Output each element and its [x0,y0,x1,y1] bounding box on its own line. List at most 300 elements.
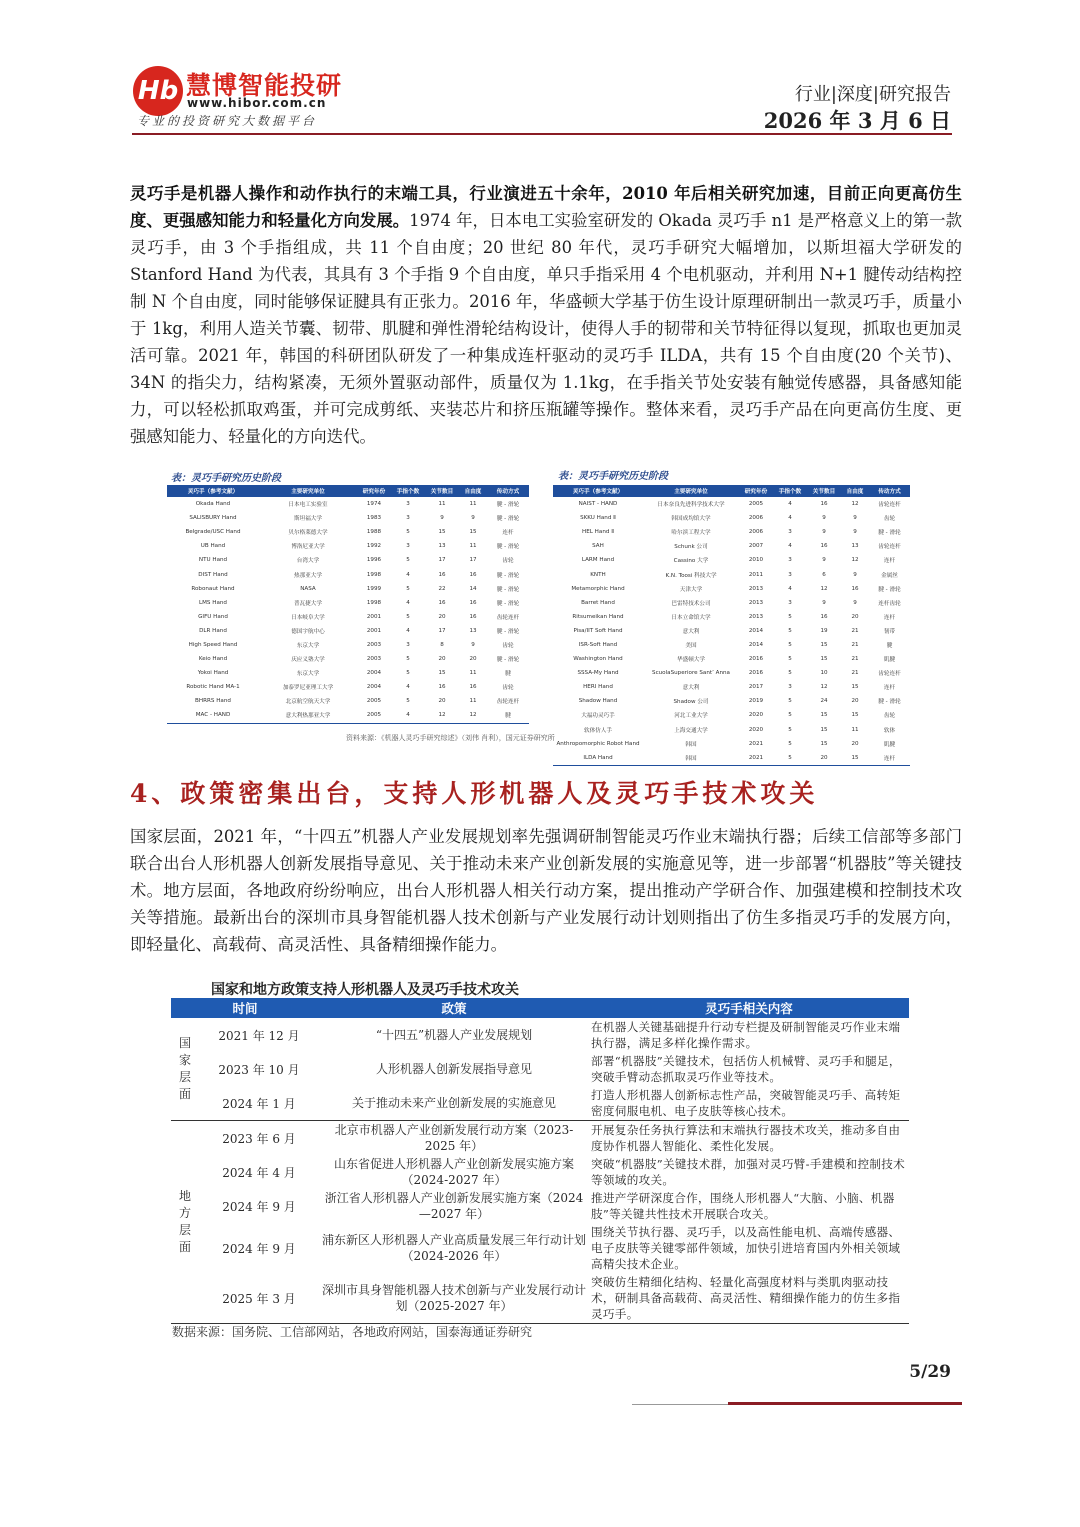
table-cell: 日本岐阜大学 [291,614,325,621]
table-cell: 5 [788,641,792,648]
table-cell: 连杆 [883,558,896,565]
policy-content: 推进产学研深度合作，围绕人形机器人“大脑、小脑、机器肢”等关键共性技术开展联合攻关。 [591,1191,895,1221]
policy-row [171,1189,909,1223]
table-cell: 2001 [366,627,382,634]
table-cell: UB Hand [200,543,226,550]
policy-row [171,1223,909,1273]
policy-name: 深圳市具身智能机器人技术创新与产业发展行动计划（2025-2027 年） [319,1273,589,1324]
table-cell: 齿轮连杆 [496,614,520,621]
table-cell: 11 [469,670,477,677]
table-cell: 15 [851,684,859,691]
table-cell: 13 [469,627,477,634]
table-row [553,525,910,539]
table-cell: 齿轮连杆 [878,671,901,678]
table-cell: 2005 [366,698,382,705]
table-cell: 韩国 [643,751,739,766]
table-row [167,638,529,652]
table-cell: 16 [820,543,828,550]
table-cell: 5 [406,585,410,592]
table-row [167,624,529,638]
table-cell: 2013 [748,585,764,592]
table-cell: SKKU Hand Ⅱ [580,515,616,522]
table-row [167,652,529,666]
table-cell: 1988 [366,529,382,536]
table-cell: 4 [391,708,425,723]
table-cell: 连杆 [869,751,910,766]
table-cell: Barret Hand [581,599,615,606]
table-cell: Shadow Hand [578,698,618,705]
table-cell: 20 [851,613,859,620]
report-date: 2026 年 3 月 6 日 [763,108,951,133]
table-cell: 德国宇航中心 [291,628,325,635]
table-cell: Yokoi Hand [197,670,229,677]
table-cell: 3 [788,684,792,691]
table-row [553,694,910,708]
table-cell: 2003 [366,656,382,663]
table-cell: Pisa/IIT Soft Hand [573,627,623,634]
table-cell: 意大利 [682,685,700,692]
table-cell: MAC - HAND [167,708,259,723]
table-cell: 11 [469,698,477,705]
policy-content: 围绕关节执行器、灵巧手，以及高性能电机、高端传感器、电子皮肤等关键零部件领域，加快引进培育国内外相关领域高精尖技术企业。 [591,1225,901,1271]
table-cell: 上海交通大学 [674,727,708,734]
mini-col-header: 手指个数 [773,485,807,497]
table-cell: 16 [469,571,477,578]
table-cell: 2004 [366,684,382,691]
policy-name: 浦东新区人形机器人产业高质量发展三年行动计划（2024-2026 年） [322,1233,587,1263]
policy-time: 2024 年 9 月 [222,1241,296,1256]
intro-paragraph [130,180,962,450]
policy-content: 打造人形机器人创新标志性产品，突破智能灵巧手、高转矩密度伺服电机、电子皮肤等核心技术。 [589,1086,909,1121]
table-cell: 哈尔滨工程大学 [671,530,711,537]
table-cell: 20 [807,751,841,766]
table-cell: 5 [788,627,792,634]
logo-url[interactable]: www.hibor.com.cn [187,96,327,110]
table-cell: 腱 - 滑轮 [878,586,901,593]
mini-col-header: 自由度 [841,485,869,497]
policy-time: 2023 年 6 月 [222,1131,296,1146]
table-cell: 韩国成均馆大学 [671,516,711,523]
table-cell: 腱 - 滑轮 [496,572,520,579]
table-cell: 17 [438,627,446,634]
table-cell: 17 [438,557,446,564]
policy-row [171,1052,909,1086]
table-row [553,511,910,525]
table-cell: 20 [438,613,446,620]
table-cell: 软体仿人手 [584,727,612,734]
table-cell: 2003 [366,641,382,648]
table-cell: Cassino 大学 [673,558,709,565]
table-cell: 9 [822,599,826,606]
table-cell: 腱 - 滑轮 [496,544,520,551]
table-cell: 东京大学 [296,642,320,649]
table-row [553,751,910,766]
table-cell: 5 [788,670,792,677]
policy-table [171,998,909,1324]
table-cell: 日本立命馆大学 [671,614,711,621]
mini-table-left-title: 表：灵巧手研究历史阶段 [171,473,281,484]
table-cell: 齿轮连杆 [878,502,901,509]
policy-time: 2023 年 10 月 [218,1062,300,1077]
table-cell: 2014 [748,627,764,634]
table-row [553,666,910,680]
table-cell: 2005 [357,708,391,723]
table-cell: ILDA Hand [553,751,643,766]
table-cell: 5 [406,557,410,564]
table-row [167,582,529,596]
table-cell: 齿轮 [502,558,514,565]
table-row [167,497,529,511]
national-level-text: 国家层面 [178,1036,191,1101]
table-row [167,596,529,610]
table-cell: 20 [851,698,859,705]
table-row [167,708,529,723]
table-cell: DLR Hand [199,627,227,634]
mini-col-header: 研究年份 [739,485,773,497]
table-cell: 齿轮连杆 [878,544,901,551]
table-row [553,652,910,666]
table-cell: 腱 - 滑轮 [496,516,520,523]
table-cell: High Speed Hand [188,641,238,648]
table-cell: 金属丝 [881,572,898,579]
table-cell: 3 [788,557,792,564]
table-cell: 9 [853,599,857,606]
table-row [167,610,529,624]
policy-name: 山东省促进人形机器人产业创新发展实施方案（2024-2027 年） [334,1157,575,1187]
table-cell: 9 [822,515,826,522]
table-cell: 5 [788,726,792,733]
table-cell: 肌腱 [883,657,896,664]
table-row [553,497,910,511]
table-cell: 5 [788,698,792,705]
table-cell: 16 [469,599,477,606]
table-cell: 腱 - 滑轮 [878,530,901,537]
table-cell: 12 [425,708,459,723]
table-cell: 腱 - 滑轮 [496,586,520,593]
table-cell: 腱 - 滑轮 [878,699,901,706]
logo-slogan: 专业的投资研究大数据平台 [137,114,318,128]
header-divider [132,133,952,135]
table-cell: 1983 [366,515,382,522]
table-cell: 20 [438,698,446,705]
table-cell: 2006 [748,515,764,522]
table-cell: LARM Hand [581,557,615,564]
table-cell: 15 [841,751,869,766]
table-cell: 16 [438,571,446,578]
policy-row [171,1121,909,1156]
table-cell: 5 [788,712,792,719]
table-cell: 15 [820,641,828,648]
policy-row [171,1018,909,1052]
table-cell: 9 [471,641,475,648]
table-cell: 15 [469,529,477,536]
table-cell: SALISBURY Hand [189,515,237,522]
table-cell: 9 [471,515,475,522]
table-cell: 腱 [487,708,529,723]
table-cell: 15 [820,656,828,663]
policy-table-title: 国家和地方政策支持人形机器人及灵巧手技术攻关 [211,982,519,998]
table-cell: 5 [406,529,410,536]
table-cell: Shadow 公司 [673,699,709,706]
table-cell: 意大利 [682,628,700,635]
mini-col-header: 主要研究单位 [643,485,739,497]
table-cell: 11 [438,501,446,508]
table-cell: 16 [469,684,477,691]
mini-col-header: 关节数目 [807,485,841,497]
table-cell: 普瓦捷大学 [294,600,322,607]
table-cell: 日本电工实验室 [288,502,328,509]
table-cell: 加泰罗尼亚理工大学 [282,685,334,692]
table-cell: SAH [592,543,604,550]
table-row [553,596,910,610]
footer-divider-thick [728,1402,962,1405]
table-cell: 15 [851,712,859,719]
table-cell: 4 [788,501,792,508]
table-row [167,567,529,581]
table-cell: 2020 [748,712,764,719]
table-row [553,539,910,553]
table-cell: 5 [788,740,792,747]
table-cell: Metamorphic Hand [571,585,625,592]
col-header-policy: 政策 [319,998,589,1018]
table-cell: 河北工业大学 [674,713,708,720]
table-cell: 5 [406,670,410,677]
table-cell: 2005 [748,501,764,508]
table-cell: 9 [853,571,857,578]
table-cell: Washington Hand [573,656,623,663]
table-cell: 1996 [366,557,382,564]
intro-body: 1974 年，日本电工实验室研发的 Okada 灵巧手 n1 是严格意义上的第一款灵巧手，由 3 个手指组成，共 11 个自由度；20 世纪 80 年代，灵巧手研究大幅增加，以斯坦福大学研发的 Stanford Hand 为代表，其具有 3 个手指 9 个自由度，单只手指采用 4 个电机驱动，并利用 N+1 腱传动结构控制 N 个自由度，同时能够保证腱具有正张力。2016 年，华盛顿大学基于仿生设计原理研制出一款灵巧手，质量小于 1kg，利用人造关节囊、韧带、肌腱和弹性滑轮结构设计，使得人手的韧带和关节特征得以复现，抓取也更加灵活可靠。2021 年，韩国的科研团队研发了一种集成连杆驱动的灵巧手 ILDA，共有 15 个自由度(20 个关节)、34N 的指尖力，结构紧凑，无须外置驱动部件，质量仅为 1.1kg，在手指关节处安装有触觉传感器，具备感知能力，可以轻松抓取鸡蛋，并可完成剪纸、夹装芯片和挤压瓶罐等操作。整体来看，灵巧手产品在向更高仿生度、更强感知能力、轻量化的方向迭代。 [130,211,962,446]
table-cell: 1998 [366,599,382,606]
table-cell: 10 [820,670,828,677]
table-cell: LMS Hand [198,599,227,606]
table-cell: 1998 [366,571,382,578]
section-heading: 4、政策密集出台，支持人形机器人及灵巧手技术攻关 [130,779,819,808]
table-cell: 日本奈良先进科学技术大学 [657,502,725,509]
table-cell: 腱 - 滑轮 [496,628,520,635]
policy-time: 2021 年 12 月 [218,1028,300,1043]
table-cell: 2007 [748,543,764,550]
table-cell: 2013 [748,599,764,606]
table-cell: 16 [851,585,859,592]
table-cell: 意大利热那亚大学 [259,708,357,723]
table-cell: 4 [406,571,410,578]
table-cell: 4 [406,684,410,691]
table-cell: 腱 - 滑轮 [496,657,520,664]
table-cell: 12 [820,684,828,691]
table-row [553,638,910,652]
table-cell: 6 [822,571,826,578]
page-number: 5/29 [909,1362,951,1382]
table-cell: 2016 [748,656,764,663]
table-cell: NTU Hand [198,557,228,564]
table-cell: 华盛顿大学 [677,657,705,664]
table-cell: Keio Hand [198,656,228,663]
table-cell: 4 [788,543,792,550]
table-cell: 16 [469,613,477,620]
table-cell: 2011 [748,571,764,578]
table-cell: 1974 [366,501,382,508]
table-cell: 3 [788,599,792,606]
table-cell: 齿轮连杆 [496,699,520,706]
table-cell: 15 [820,712,828,719]
logo-icon: Hb [133,66,183,116]
table-row [553,610,910,624]
table-cell: Robotic Hand MA-1 [186,684,240,691]
table-cell: 16 [820,613,828,620]
table-cell: 21 [851,627,859,634]
policy-table-source: 数据来源：国务院、工信部网站，各地政府网站，国泰海通证券研究 [172,1325,533,1339]
table-cell: BHRRS Hand [195,698,231,705]
table-cell: 连杆 [883,614,896,621]
table-cell: 东京大学 [296,671,320,678]
table-cell: 韧带 [883,628,896,635]
mini-table-right [553,485,910,766]
table-cell: 21 [851,656,859,663]
table-cell: 腱 [505,671,511,678]
table-cell: 17 [469,557,477,564]
table-cell: NASA [300,585,316,592]
table-cell: 连杆齿轮 [878,600,901,607]
table-cell: 天津大学 [679,586,703,593]
table-cell: 腱 - 滑轮 [496,502,520,509]
mini-col-header: 研究年份 [357,485,391,497]
table-cell: 15 [438,670,446,677]
table-cell: 9 [822,529,826,536]
table-cell: ScuolaSuperiore Sant’ Anna [652,670,730,677]
mini-table-right-title: 表：灵巧手研究历史阶段 [558,471,668,482]
mini-col-header: 传动方式 [487,485,529,497]
table-cell: 5 [406,698,410,705]
table-cell: 2019 [748,698,764,705]
table-cell: 腱 - 滑轮 [496,600,520,607]
table-cell: 2016 [748,670,764,677]
local-level-label [171,1121,199,1324]
table-cell: 5 [773,751,807,766]
table-cell: 13 [851,543,859,550]
table-row [167,680,529,694]
national-level-label [171,1018,199,1121]
table-cell: 11 [851,726,859,733]
table-cell: HERI Hand [583,684,613,691]
policy-row [171,1155,909,1189]
table-cell: 3 [406,543,410,550]
table-cell: GIFU Hand [198,613,228,620]
table-cell: 2013 [748,613,764,620]
table-cell: 12 [459,708,487,723]
table-row [553,737,910,751]
table-cell: 11 [469,501,477,508]
table-cell: SSSA-My Hand [577,670,619,677]
table-cell: 19 [820,627,828,634]
table-cell: Robonaut Hand [191,585,235,592]
mini-col-header: 灵巧手（参考文献） [167,485,259,497]
table-cell: 11 [469,543,477,550]
policy-name: “十四五”机器人产业发展规划 [375,1028,533,1042]
table-cell: 2021 [748,740,764,747]
table-cell: 北京航空航天大学 [285,699,331,706]
table-cell: 齿轮 [502,685,514,692]
policy-time: 2024 年 9 月 [222,1199,296,1214]
table-cell: 齿轮 [883,713,896,720]
table-cell: 3 [406,501,410,508]
local-level-text: 地方层面 [178,1189,191,1254]
mini-col-header: 主要研究单位 [259,485,357,497]
policy-time: 2024 年 1 月 [199,1086,319,1121]
table-cell: 21 [851,641,859,648]
table-cell: 贝尔格莱德大学 [288,530,328,537]
table-cell: 9 [440,515,444,522]
table-cell: 斯坦福大学 [294,516,322,523]
table-row [553,567,910,581]
policy-content: 开展复杂任务执行算法和末端执行器技术攻关，推动多自由度协作机器人智能化、柔性化发展。 [591,1123,901,1153]
table-cell: KNTH [590,571,606,578]
table-cell: 16 [820,501,828,508]
table-cell: HEL Hand Ⅱ [582,529,614,536]
table-cell: 腱 [886,642,893,649]
table-cell: 9 [853,515,857,522]
table-cell: 3 [788,571,792,578]
table-cell: Okada Hand [195,501,231,508]
col-header-time: 时间 [171,998,319,1018]
table-cell: 5 [788,613,792,620]
table-cell: 肌腱 [883,741,896,748]
table-cell: 24 [820,698,828,705]
table-row [553,624,910,638]
policy-paragraph: 国家层面，2021 年，“十四五”机器人产业发展规划率先强调研制智能灵巧作业末端执行器；后续工信部等多部门联合出台人形机器人创新发展指导意见、关于推动未来产业创新发展的实施意见等，进一步部署“机器肢”等关键技术。地方层面，各地政府纷纷响应，出台人形机器人相关行动方案，提出推动产学研合作、加强建模和控制技术攻关等措施。最新出台的深圳市具身智能机器人技术创新与产业发展行动计划则指出了仿生多指灵巧手的发展方向，即轻量化、高载荷、高灵活性、具备精细操作能力。 [130,827,962,954]
report-type: 行业|深度|研究报告 [794,84,951,105]
mini-col-header: 关节数目 [425,485,459,497]
table-cell: 15 [820,740,828,747]
policy-row [171,1273,909,1324]
policy-content: 部署“机器肢”关键技术，包括仿人机械臂、灵巧手和腿足，突破手臂动态抓取灵巧作业等技术。 [591,1054,901,1084]
table-row [167,525,529,539]
table-cell: 美国 [685,642,697,649]
table-cell: 4 [406,627,410,634]
table-cell: 12 [851,557,859,564]
table-cell: 12 [851,501,859,508]
mini-table-left [167,485,529,724]
mini-col-header: 灵巧手（参考文献） [553,485,643,497]
table-row [553,723,910,737]
table-cell: 5 [406,656,410,663]
table-cell: Belgrade/USC Hand [185,529,241,536]
table-row [553,708,910,722]
policy-content: 突破仿生精细化结构、轻量化高强度材料与类肌肉驱动技术，研制具备高载荷、高灵活性、精细操作能力的仿生多指灵巧手。 [589,1273,909,1324]
table-cell: Ritsumeikan Hand [572,613,624,620]
table-cell: 软体 [883,727,896,734]
table-cell: 15 [820,726,828,733]
mini-col-header: 传动方式 [869,485,910,497]
table-cell: 庆应义塾大学 [291,657,325,664]
table-cell: 齿轮 [502,642,514,649]
table-cell: 1992 [366,543,382,550]
table-cell: 9 [822,557,826,564]
mini-col-header: 手指个数 [391,485,425,497]
table-cell: 齿轮 [883,516,896,523]
table-cell: 连杆 [883,685,896,692]
policy-name: 人形机器人创新发展指导意见 [376,1062,533,1076]
table-row [167,666,529,680]
policy-content: 在机器人关键基础提升行动专栏提及研制智能灵巧作业末端执行器，满足多样化操作需求。 [591,1020,901,1050]
table-row [553,553,910,567]
policy-content: 突破“机器肢”关键技术群，加强对灵巧臂-手建模和控制技术等领域的攻关。 [591,1157,906,1187]
table-cell: 4 [788,515,792,522]
table-row [167,694,529,708]
policy-name: 关于推动未来产业创新发展的实施意见 [319,1086,589,1121]
intro-lead: 灵巧手是机器人操作和动作执行的末端工具，行业演进五十余年，2010 年后相关研究加速，目前正向更高仿生度、更强感知能力和轻量化方向发展。 [130,184,962,230]
table-cell: 2017 [748,684,764,691]
